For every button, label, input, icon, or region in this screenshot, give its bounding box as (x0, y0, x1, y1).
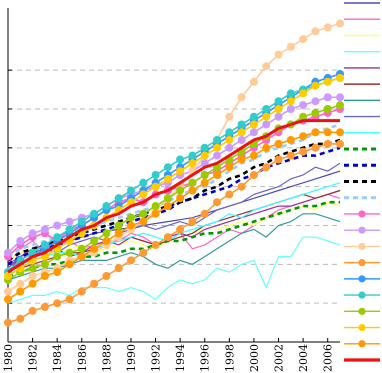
data-point (127, 187, 135, 195)
data-point (41, 272, 49, 280)
x-tick-label: 1998 (223, 344, 237, 372)
data-point (262, 163, 270, 171)
data-point (324, 78, 332, 86)
data-point (4, 272, 12, 280)
data-point (336, 74, 344, 82)
x-tick-label: 1982 (26, 344, 40, 372)
data-point (275, 105, 283, 113)
data-point (115, 222, 123, 230)
legend-entry (344, 308, 380, 315)
data-point (225, 190, 233, 198)
data-point (78, 253, 86, 261)
data-point (336, 93, 344, 101)
data-point (139, 218, 147, 226)
x-tick-label: 2000 (247, 344, 261, 372)
data-point (102, 272, 110, 280)
data-point (311, 144, 319, 152)
data-point (262, 105, 270, 113)
data-point (66, 218, 74, 226)
x-tick-label: 1986 (75, 344, 89, 372)
data-point (78, 245, 86, 253)
data-point (41, 241, 49, 249)
legend-swatch-marker (358, 243, 365, 250)
data-point (287, 136, 295, 144)
data-point (287, 43, 295, 51)
data-point (201, 144, 209, 152)
data-point (41, 225, 49, 233)
data-point (41, 303, 49, 311)
data-point (238, 128, 246, 136)
data-point (201, 179, 209, 187)
data-point (90, 280, 98, 288)
data-point (225, 136, 233, 144)
data-point (139, 249, 147, 257)
data-point (90, 237, 98, 245)
legend-entry (344, 243, 380, 250)
data-point (41, 260, 49, 268)
data-point (4, 288, 12, 296)
data-point (336, 20, 344, 28)
data-point (53, 268, 61, 276)
data-point (299, 132, 307, 140)
data-point (324, 105, 332, 113)
data-point (164, 175, 172, 183)
data-point (287, 152, 295, 160)
data-point (139, 210, 147, 218)
data-point (53, 222, 61, 230)
data-point (53, 299, 61, 307)
data-point (16, 280, 24, 288)
data-point (188, 152, 196, 160)
data-point (275, 51, 283, 59)
legend-swatch-marker (358, 340, 365, 347)
data-point (250, 152, 258, 160)
data-point (16, 315, 24, 323)
data-point (275, 113, 283, 121)
data-point (29, 229, 37, 237)
data-point (311, 97, 319, 105)
data-point (152, 210, 160, 218)
legend-swatch-marker (358, 291, 365, 298)
data-point (29, 272, 37, 280)
data-point (262, 121, 270, 129)
data-point (152, 241, 160, 249)
data-point (115, 194, 123, 202)
data-point (324, 23, 332, 31)
legend-swatch-marker (358, 308, 365, 315)
data-point (287, 105, 295, 113)
x-axis-ticks (2, 338, 335, 372)
data-point (4, 319, 12, 327)
data-point (299, 89, 307, 97)
data-point (102, 202, 110, 210)
data-point (299, 35, 307, 43)
legend-entry (344, 227, 380, 234)
data-point (102, 229, 110, 237)
data-point (238, 136, 246, 144)
data-point (336, 140, 344, 148)
data-point (139, 179, 147, 187)
data-point (29, 307, 37, 315)
data-point (4, 295, 12, 303)
data-point (238, 121, 246, 129)
data-point (176, 194, 184, 202)
data-point (139, 190, 147, 198)
data-point (213, 136, 221, 144)
x-tick-label: 1980 (2, 344, 15, 372)
data-point (152, 183, 160, 191)
data-point (115, 264, 123, 272)
data-point (102, 237, 110, 245)
data-point (275, 97, 283, 105)
data-point (225, 128, 233, 136)
data-point (324, 128, 332, 136)
data-point (29, 280, 37, 288)
data-point (299, 148, 307, 156)
x-tick-label: 2006 (321, 344, 335, 372)
legend-entry (344, 324, 380, 331)
x-tick-label: 1994 (174, 344, 188, 372)
data-point (262, 144, 270, 152)
data-point (311, 27, 319, 35)
data-point (188, 179, 196, 187)
data-point (238, 156, 246, 164)
data-point (311, 82, 319, 90)
data-point (4, 249, 12, 257)
data-point (287, 97, 295, 105)
data-point (250, 128, 258, 136)
x-tick-label: 1984 (51, 344, 65, 372)
data-point (238, 183, 246, 191)
data-point (16, 237, 24, 245)
data-point (311, 109, 319, 117)
data-point (188, 187, 196, 195)
legend-swatch-marker (358, 259, 365, 266)
data-point (225, 163, 233, 171)
data-point (201, 210, 209, 218)
x-tick-label: 1988 (100, 344, 114, 372)
data-point (275, 140, 283, 148)
data-point (66, 260, 74, 268)
data-point (90, 210, 98, 218)
x-tick-label: 2004 (297, 344, 311, 372)
data-point (78, 288, 86, 296)
series-17 (4, 140, 344, 327)
data-point (250, 121, 258, 129)
legend-swatch-marker (358, 210, 365, 217)
data-point (336, 101, 344, 109)
data-point (164, 194, 172, 202)
data-point (213, 152, 221, 160)
data-point (225, 113, 233, 121)
x-tick-label: 1990 (124, 344, 138, 372)
legend-entry (344, 210, 380, 217)
data-point (115, 229, 123, 237)
data-point (299, 101, 307, 109)
data-point (287, 89, 295, 97)
data-point (127, 214, 135, 222)
data-point (176, 187, 184, 195)
legend-swatch-marker (358, 227, 365, 234)
data-point (213, 144, 221, 152)
legend-entry (344, 291, 380, 298)
data-point (201, 152, 209, 160)
data-point (238, 93, 246, 101)
series-21 (4, 74, 344, 280)
data-point (188, 159, 196, 167)
data-point (176, 156, 184, 164)
data-point (53, 233, 61, 241)
data-point (127, 222, 135, 230)
data-point (164, 233, 172, 241)
data-point (262, 113, 270, 121)
data-point (152, 202, 160, 210)
legend-entry (344, 275, 380, 282)
legend-swatch-marker (358, 275, 365, 282)
legend-entry (344, 259, 380, 266)
data-point (66, 295, 74, 303)
legend (344, 3, 380, 360)
data-point (336, 128, 344, 136)
data-point (78, 218, 86, 226)
data-point (250, 78, 258, 86)
data-point (127, 256, 135, 264)
data-point (201, 171, 209, 179)
data-point (66, 249, 74, 257)
x-tick-label: 1996 (198, 344, 212, 372)
legend-swatch-marker (358, 324, 365, 331)
data-point (16, 288, 24, 296)
data-point (152, 171, 160, 179)
x-tick-label: 2002 (272, 344, 286, 372)
data-point (324, 93, 332, 101)
data-point (311, 128, 319, 136)
data-point (176, 167, 184, 175)
legend-entry (344, 340, 380, 347)
data-point (213, 198, 221, 206)
data-point (275, 156, 283, 164)
data-point (250, 113, 258, 121)
x-tick-label: 1992 (149, 344, 163, 372)
data-point (90, 245, 98, 253)
series-layer (4, 20, 344, 327)
data-point (213, 171, 221, 179)
data-point (250, 171, 258, 179)
data-point (53, 253, 61, 261)
data-point (176, 225, 184, 233)
data-point (324, 140, 332, 148)
data-point (188, 218, 196, 226)
data-point (225, 144, 233, 152)
data-point (164, 163, 172, 171)
data-point (29, 264, 37, 272)
data-point (262, 62, 270, 70)
data-point (66, 225, 74, 233)
data-point (164, 202, 172, 210)
